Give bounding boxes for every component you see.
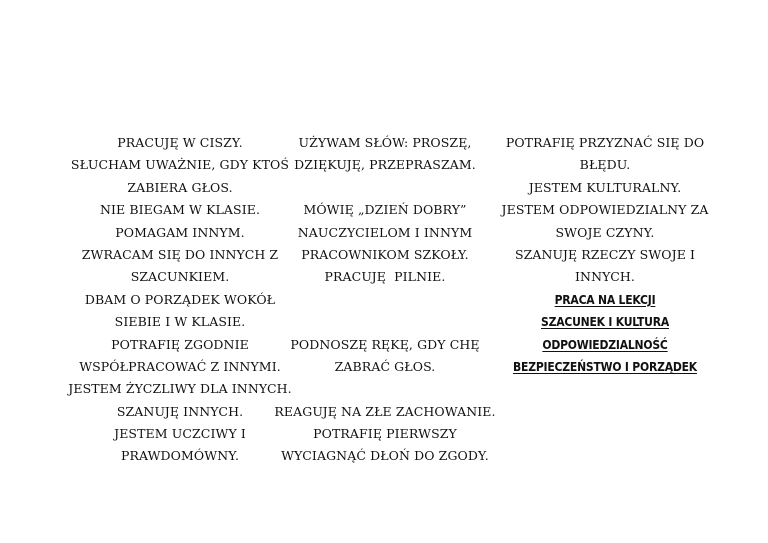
blank-line [260,177,510,199]
rule-line: SIEBIE I W KLASIE. [114,314,246,330]
rule-line: NAUCZYCIELOM I INNYM [297,224,473,240]
rule-line: ZABRAĆ GŁOS. [334,358,436,374]
rule-line: DZIĘKUJĘ, PRZEPRASZAM. [294,157,476,173]
rule-line: UŻYWAM SŁÓW: PROSZĘ, [298,135,472,150]
rule-line: REAGUJĘ NA ZŁE ZACHOWANIE. [274,403,496,419]
category-heading: PRACA NA LEKCJI [554,292,656,307]
rule-line: WSPÓŁPRACOWAĆ Z INNYMI. [79,358,281,374]
rule-line: SŁUCHAM UWAŻNIE, GDY KTOŚ [70,157,290,173]
rule-line: SZANUJĘ RZECZY SWOJE I [514,246,696,262]
blank-line [260,289,510,311]
rule-line: SZANUJĘ INNYCH. [116,403,244,419]
blank-line [260,378,510,400]
rule-line: POTRAFIĘ PIERWSZY [313,426,457,442]
rule-line: JESTEM ODPOWIEDZIALNY ZA [501,202,709,218]
rule-line: POTRAFIĘ ZGODNIE [111,336,249,352]
rule-line: SWOJE CZYNY. [555,224,655,240]
rule-line: PODNOSZĘ RĘKĘ, GDY CHĘ [290,336,480,352]
rule-line: DBAM O PORZĄDEK WOKÓŁ [84,291,276,307]
rule-line: JESTEM UCZCIWY I [114,426,246,442]
rule-line: MÓWIĘ „DZIEŃ DOBRY” [303,202,467,218]
column-3 [480,132,730,378]
rule-line: JESTEM ŻYCZLIWY DLA INNYCH. [68,381,292,397]
rule-line: PRAWDOMÓWNY. [120,448,240,464]
rule-line: POMAGAM INNYM. [115,224,245,240]
rule-line: POTRAFIĘ PRZYZNAĆ SIĘ DO [505,135,705,150]
rule-line: ZABIERA GŁOS. [127,179,233,195]
blank-line [260,311,510,333]
rule-line: PRACUJĘ W CISZY. [117,135,243,150]
rule-line: BŁĘDU. [579,157,631,173]
column-2 [260,132,510,468]
rule-line: ZWRACAM SIĘ DO INNYCH Z [81,246,279,262]
rule-line: SZACUNKIEM. [130,269,230,285]
category-heading: ODPOWIEDZIALNOŚĆ [542,337,668,352]
category-heading: BEZPIECZEŃSTWO I PORZĄDEK [513,359,697,374]
rule-line: NIE BIEGAM W KLASIE. [99,202,261,218]
rule-line: JESTEM KULTURALNY. [528,179,682,195]
category-heading: SZACUNEK I KULTURA [541,315,669,330]
rule-line: WYCIAGNĄĆ DŁOŃ DO ZGODY. [281,448,489,464]
rule-line: PRACOWNIKOM SZKOŁY. [301,246,469,262]
rule-line: INNYCH. [575,269,635,285]
rule-line: PRACUJĘ PILNIE. [324,269,446,285]
